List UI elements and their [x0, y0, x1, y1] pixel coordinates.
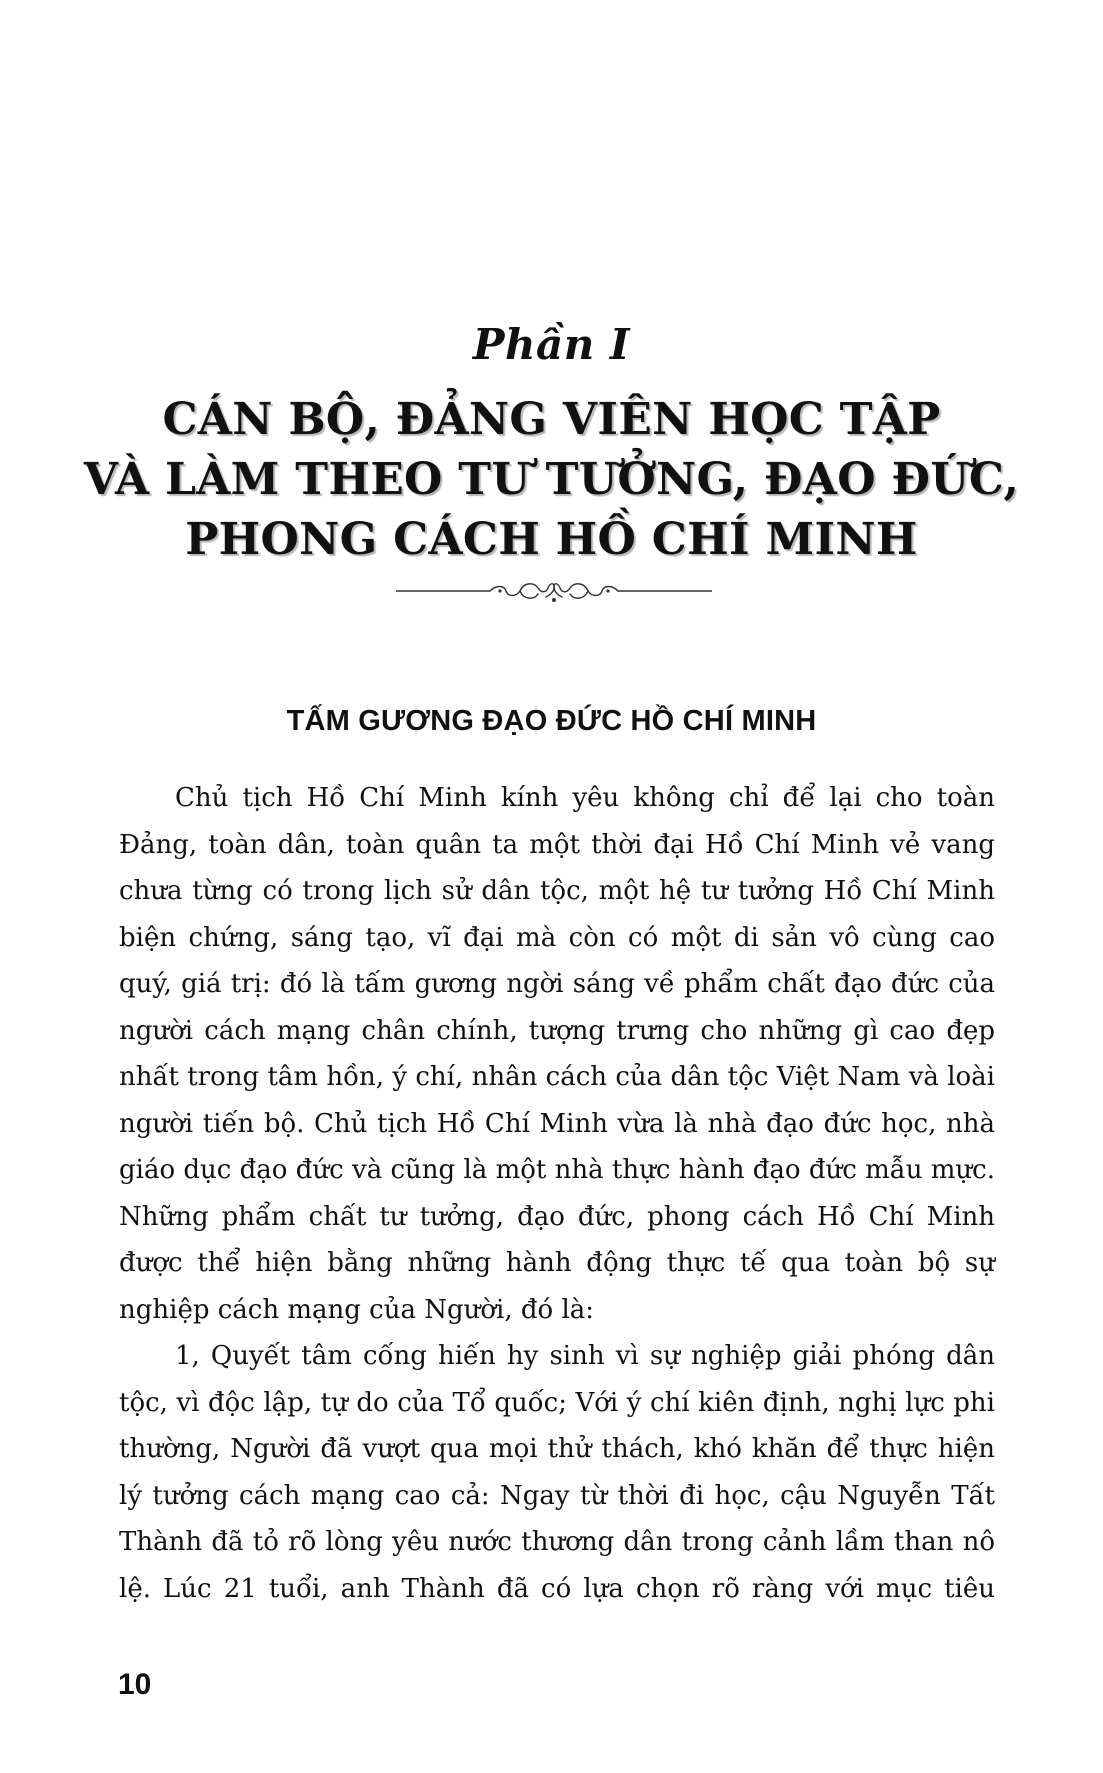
part-label: Phần I: [472, 320, 631, 369]
body-text: [119, 775, 995, 1612]
part-title-line-1: CÁN BỘ, ĐẢNG VIÊN HỌC TẬP: [162, 394, 941, 445]
part-title-line-2: VÀ LÀM THEO TƯ TƯỞNG, ĐẠO ĐỨC,: [83, 454, 1020, 505]
part-title: [0, 390, 1103, 570]
section-heading: TẤM GƯƠNG ĐẠO ĐỨC HỒ CHÍ MINH: [286, 705, 817, 737]
paragraph-1: Chủ tịch Hồ Chí Minh kính yêu không chỉ để lại cho toàn Đảng, toàn dân, toàn quân ta một thời đại Hồ Chí Minh vẻ vang chưa từng có trong lịch sử dân tộc, một hệ tư tưởng Hồ Chí Minh biện chứng, sáng tạo, vĩ đại mà còn có một di sản vô cùng cao quý, giá trị: đó là tấm gương ngời sáng về phẩm chất đạo đức của người cách mạng chân chính, tượng trưng cho những gì cao đẹp nhất trong tâm hồn, ý chí, nhân cách của dân tộc Việt Nam và loài người tiến bộ. Chủ tịch Hồ Chí Minh vừa là nhà đạo đức học, nhà giáo dục đạo đức và cũng là một nhà thực hành đạo đức mẫu mực. Những phẩm chất tư tưởng, đạo đức, phong cách Hồ Chí Minh được thể hiện bằng những hành động thực tế qua toàn bộ sự nghiệp cách mạng của Người, đó là:: [119, 783, 995, 1325]
page-number: 10: [118, 1668, 152, 1701]
part-title-line-3: PHONG CÁCH HỒ CHÍ MINH: [185, 514, 918, 565]
flourish-divider-icon: [396, 576, 712, 606]
paragraph-2: 1, Quyết tâm cống hiến hy sinh vì sự nghiệp giải phóng dân tộc, vì độc lập, tự do của Tổ quốc; Với ý chí kiên định, nghị lực phi thường, Người đã vượt qua mọi thử thách, khó khăn để thực hiện lý tưởng cách mạng cao cả: Ngay từ thời đi học, cậu Nguyễn Tất Thành đã tỏ rõ lòng yêu nước thương dân trong cảnh lầm than nô lệ. Lúc 21 tuổi, anh Thành đã có lựa chọn rõ ràng với mục tiêu: [119, 1341, 995, 1604]
